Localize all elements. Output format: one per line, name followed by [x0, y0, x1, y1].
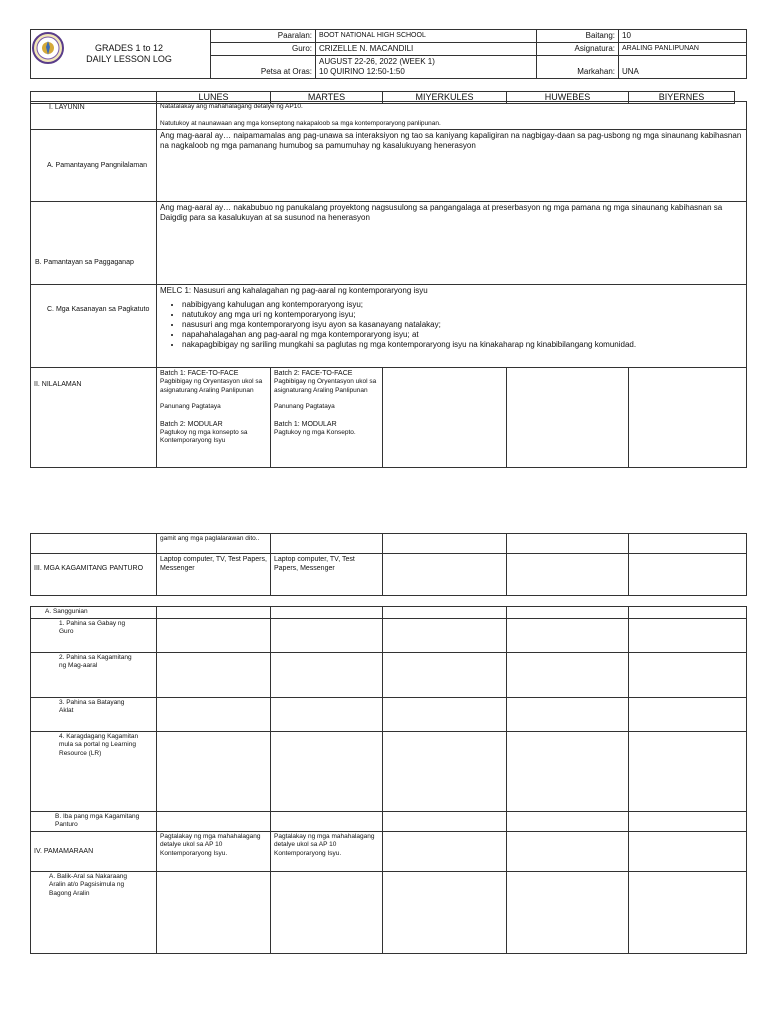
pamamaraan-label: IV. PAMAMARAAN	[31, 831, 157, 871]
sanggunian-item-3: 3. Pahina sa Batayang Aklat	[31, 697, 157, 731]
list-item: • nakapagbibigay ng sariling mungkahi sa paglutas ng mga kontemporaryong isyu na kinakaharap ng kinabibilangang komunidad.	[182, 340, 743, 350]
day-miyerkules: MIYERKULES	[383, 92, 507, 104]
value-guro: CRIZELLE N. MACANDILI	[316, 43, 537, 56]
kasanayan-label: C. Mga Kasanayan sa Pagkatuto	[31, 285, 157, 368]
list-item: • nabibigyang kahulugan ang kontemporaryong isyu;	[182, 300, 743, 310]
kagamitan-martes: Laptop computer, TV, Test Papers, Messenger	[271, 554, 383, 596]
dll-title: GRADES 1 to 12 DAILY LESSON LOG	[31, 30, 211, 79]
kasanayan-list	[160, 300, 743, 350]
continued-label	[31, 534, 157, 554]
balik-aral-label: A. Balik-Aral sa Nakaraang Aralin at/o Pagsisimula ng Bagong Aralin	[31, 871, 157, 953]
value-asignatura: ARALING PANLIPUNAN	[619, 43, 747, 56]
pamamaraan-lunes: Pagtalakay ng mga mahahalagang detalye ukol sa AP 10 Kontemporaryong Isyu.	[157, 831, 271, 871]
day-biyernes: BIYERNES	[629, 92, 735, 104]
kagamitan-label: III. MGA KAGAMITANG PANTURO	[31, 554, 157, 596]
melc-text: MELC 1: Nasusuri ang kahalagahan ng pag-aaral ng kontemporaryong isyu	[160, 286, 428, 295]
iba-pang-kagamitan-label: B. Iba pang mga Kagamitang Panturo	[31, 811, 157, 831]
nilalaman-martes: Batch 2: FACE-TO-FACE Pagbibigay ng Oryentasyon ukol sa asignaturang Araling Panlipunan Panunang Pagtataya Batch 1: MODULAR Pagtukoy ng mga Konsepto.	[271, 368, 383, 468]
layunin-label: I. LAYUNIN	[31, 102, 157, 130]
value-markahan: UNA	[619, 56, 747, 79]
kasanayan-content	[157, 285, 747, 368]
sanggunian-item-1: 1. Pahina sa Gabay ng Guro	[31, 618, 157, 652]
label-markahan: Markahan:	[537, 56, 619, 79]
label-paaralan: Paaralan:	[211, 30, 316, 43]
sanggunian-label: A. Sanggunian	[31, 607, 157, 619]
day-martes: MARTES	[271, 92, 383, 104]
label-petsa: Petsa at Oras:	[211, 56, 316, 79]
label-guro: Guro:	[211, 43, 316, 56]
nilalaman-miyerkules	[383, 368, 507, 468]
nilalaman-label: II. NILALAMAN	[31, 368, 157, 468]
continued-text: gamit ang mga paglalarawan dito..	[157, 534, 271, 554]
nilalaman-biyernes	[629, 368, 747, 468]
lesson-table-page1	[30, 101, 747, 468]
kagamitan-lunes: Laptop computer, TV, Test Papers, Messenger	[157, 554, 271, 596]
nilalaman-lunes: Batch 1: FACE-TO-FACE Pagbibigay ng Oryentasyon ukol sa asignaturang Araling Panlipunan Panunang Pagtataya Batch 2: MODULAR Pagtukoy ng mga konsepto sa Kontemporaryong Isyu	[157, 368, 271, 468]
day-lunes: LUNES	[157, 92, 271, 104]
list-item: • nasusuri ang mga kontemporaryong isyu ayon sa kasanayang natalakay;	[182, 320, 743, 330]
value-petsa: AUGUST 22-26, 2022 (WEEK 1) 10 QUIRINO 12:50-1:50	[316, 56, 537, 79]
list-item: • natutukoy ang mga uri ng kontemporaryong isyu;	[182, 310, 743, 320]
layunin-content: Natatalakay ang mahahalagang detalye ng AP10. Natutukoy at naunawaan ang mga konseptong nakapaloob sa mga kontemporaryong panlipunan.	[157, 102, 747, 130]
pamantayan-pagganap-label: B. Pamantayan sa Paggaganap	[31, 202, 157, 285]
lesson-table-page2-main	[30, 606, 747, 954]
value-paaralan: BOOT NATIONAL HIGH SCHOOL	[316, 30, 537, 43]
pamantayang-pangnilalaman-label: A. Pamantayang Pangnilalaman	[31, 130, 157, 202]
pamantayan-pagganap-text: Ang mag-aaral ay… nakabubuo ng panukalang proyektong nagsusulong sa pangangalaga at preserbasyon ng mga pamana ng mga sinaunang kabihasnan sa Daigdig para sa kasalukuyan at sa susunod na henerasyon	[157, 202, 747, 285]
label-baitang: Baitang:	[537, 30, 619, 43]
lesson-table-page2-top	[30, 533, 747, 596]
nilalaman-huwebes	[507, 368, 629, 468]
day-huwebes: HUWEBES	[507, 92, 629, 104]
header-table	[30, 29, 747, 79]
label-asignatura: Asignatura:	[537, 43, 619, 56]
pamamaraan-martes: Pagtalakay ng mga mahahalagang detalye ukol sa AP 10 Kontemporaryong Isyu.	[271, 831, 383, 871]
sanggunian-item-4: 4. Karagdagang Kagamitan mula sa portal ng Learning Resource (LR)	[31, 731, 157, 811]
pamantayang-pangnilalaman-text: Ang mag-aaral ay… naipamamalas ang pag-unawa sa interaksiyon ng tao sa kaniyang kapaligiran na nagbigay-daan sa pag-usbong ng mga sinaunang kabihasnan na nagkaloob ng mga pamanang humubog sa pamumuhay ng kasalukuyang henerasyon	[157, 130, 747, 202]
sanggunian-item-2: 2. Pahina sa Kagamitang ng Mag-aaral	[31, 652, 157, 697]
list-item: • napahahalagahan ang pag-aaral ng mga kontemporaryong isyu; at	[182, 330, 743, 340]
value-baitang: 10	[619, 30, 747, 43]
